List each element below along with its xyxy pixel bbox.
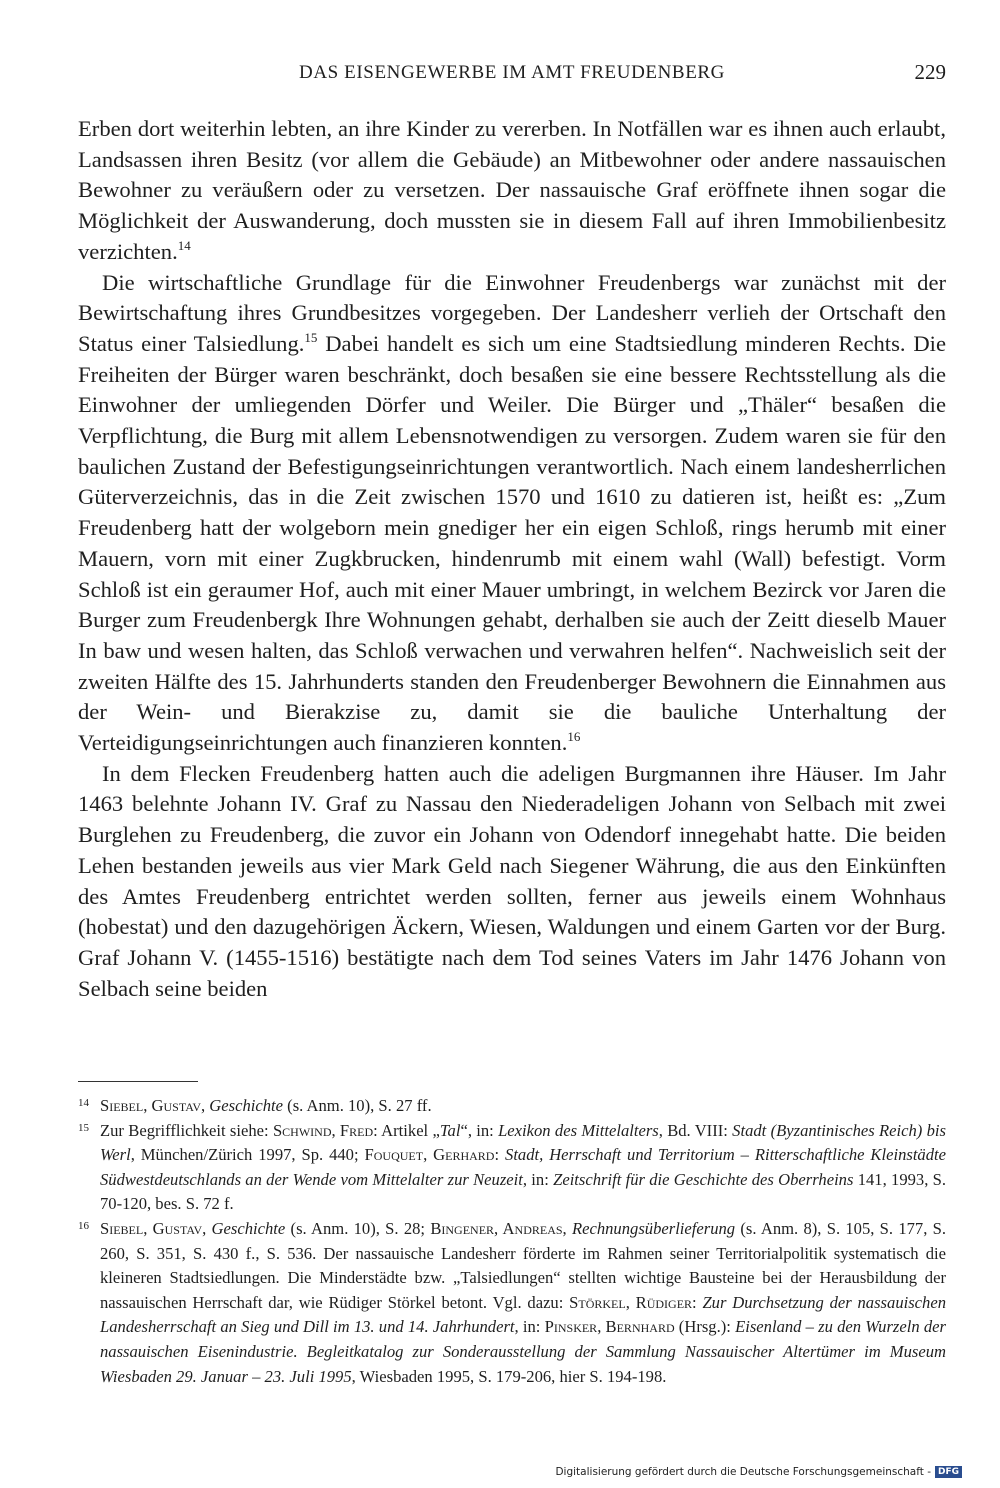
title-italic: Geschichte bbox=[211, 1218, 286, 1238]
footnote-number: 15 bbox=[78, 1121, 89, 1134]
title-italic: Eisenland – zu den Wurzeln der nassauischen Eisenindustrie. Begleitkatalog zur Sonderausstellung der Sammlung Nassauischer Altertümer im Museum Wiesbaden 29. Januar – 23. Juli 1995 bbox=[100, 1317, 946, 1386]
footnote-ref: 16 bbox=[567, 729, 581, 745]
author-name: Siebel, Gustav bbox=[100, 1218, 203, 1238]
title-italic: Zeitschrift für die Geschichte des Oberrheins bbox=[553, 1169, 854, 1189]
footnotes bbox=[78, 1094, 946, 1389]
main-text bbox=[78, 114, 946, 1004]
dfg-logo-icon: DFG bbox=[935, 1466, 962, 1478]
running-title: DAS EISENGEWERBE IM AMT FREUDENBERG bbox=[299, 62, 725, 83]
title-italic: Tal bbox=[439, 1120, 461, 1140]
footnote-ref: 15 bbox=[304, 329, 318, 345]
page-number: 229 bbox=[914, 60, 946, 84]
title-italic: Lexikon des Mittelalters bbox=[498, 1120, 659, 1140]
running-header bbox=[78, 60, 946, 88]
paragraph: Erben dort weiterhin lebten, an ihre Kinder zu vererben. In Notfällen war es ihnen auch erlaubt, Landsassen ihren Besitz (vor allem die Gebäude) an Mitbewohner oder andere nassauischen Bewohner zu veräußern oder zu versetzen. Der nassauische Graf eröffnete ihnen sogar die Möglichkeit der Auswanderung, doch mussten sie in diesem Fall auf ihren Immobilienbesitz verzichten.$^{14}$ bbox=[78, 116, 946, 264]
footnote: 15 Zur Begrifflichkeit siehe: Schwind, Fred: Artikel „Tal“, in: Lexikon des Mittelalters, Bd. VIII: Stadt (Byzantinisches Reich) bis Werl, München/Zürich 1997, Sp. 440; Fouquet, Gerhard: Stadt, Herrschaft und Territorium – Ritterschaftliche Kleinstädte Südwestdeutschlands an der Wende vom Mittelalter zur Neuzeit, in: Zeitschrift für die Geschichte des Oberrheins 141, 1993, S. 70-120, bes. S. 72 f. bbox=[78, 1119, 946, 1217]
footnote-number: 14 bbox=[78, 1097, 89, 1109]
digitization-text: Digitalisierung gefördert durch die Deutsche Forschungsgemeinschaft - bbox=[555, 1466, 931, 1478]
title-italic: Geschichte bbox=[209, 1096, 284, 1115]
author-name: Siebel, Gustav bbox=[100, 1096, 201, 1115]
footnote-number: 16 bbox=[78, 1219, 89, 1232]
author-name: Pinsker, Bernhard bbox=[544, 1317, 675, 1337]
author-name: Fouquet, Gerhard bbox=[364, 1145, 495, 1165]
footnote-separator bbox=[78, 1081, 198, 1082]
paragraph: Die wirtschaftliche Grundlage für die Einwohner Freudenbergs war zunächst mit der Bewirtschaftung ihres Grundbesitzes vorgegeben. Der Landesherr verlieh der Ortschaft den Status einer Talsiedlung.$^{15}$ Dabei handelt es sich um eine Stadtsiedlung minderen Rechts. Die Freiheiten der Bürger waren beschränkt, doch besaßen sie eine bessere Rechtsstellung als die Einwohner der umliegenden Dörfer und Weiler. Die Bürger und „Thäler“ besaßen die Verpflichtung, die Burg mit allem Lebensnotwendigen zu versorgen. Zudem waren sie für den baulichen Zustand der Befestigungseinrichtungen verantwortlich. Nach einem landesherrlichen Güterverzeichnis, das in die Zeit zwischen 1570 und 1610 zu datieren ist, heißt es: „Zum Freudenberg hatt der wolgeborn mein gnediger her ein eigen Schloß, rings herumb mit einer Mauern, vorn mit einer Zugkbrucken, hindenrumb mit einem wahl (Wall) befestigt. Vorm Schloß ist ein geraumer Hof, auch mit einer Mauer umbringt, in welchem Bezirck vor Jaren die Burger zum Freudenbergk Ihre Wohnungen gehabt, derhalben sie auch der Zeitt dieselb Mauer In baw und wesen halten, das Schloß verwachen und verwahren helfen“. Nachweislich seit der zweiten Hälfte des 15. Jahrhunderts standen den Freudenberger Bewohnern die Einnahmen aus der Wein- und Bierakzise zu, damit sie die bauliche Unterhaltung der Verteidigungseinrichtungen auch finanzieren konnten.$^{16}$ bbox=[78, 269, 946, 756]
title-italic: Stadt, Herrschaft und Territorium – Ritterschaftliche Kleinstädte Südwestdeutschlands an der Wende vom Mittelalter zur Neuzeit bbox=[100, 1145, 947, 1189]
title-italic: Rechnungsüberlieferung bbox=[571, 1218, 736, 1238]
footnote: 16 Siebel, Gustav, Geschichte (s. Anm. 10), S. 28; Bingener, Andreas, Rechnungsüberlieferung (s. Anm. 8), S. 105, S. 177, S. 260, S. 351, S. 430 f., S. 536. Der nassauische Landesherr förderte im Rahmen seiner Territorialpolitik systematisch die kleineren Stadtsiedlungen. Die Minderstädte bzw. „Talsiedlungen“ stellten wichtige Bausteine bei der Herausbildung der nassauischen Herrschaft dar, wie Rüdiger Störkel betont. Vgl. dazu: Störkel, Rüdiger: Zur Durchsetzung der nassauischen Landesherrschaft an Sieg und Dill im 13. und 14. Jahrhundert, in: Pinsker, Bernhard (Hrsg.): Eisenland – zu den Wurzeln der nassauischen Eisenindustrie. Begleitkatalog zur Sonderausstellung der Sammlung Nassauischer Altertümer im Museum Wiesbaden 29. Januar – 23. Juli 1995, Wiesbaden 1995, S. 179-206, hier S. 194-198. bbox=[78, 1217, 946, 1389]
footnote: 14 Siebel, Gustav, Geschichte (s. Anm. 10), S. 27 ff. bbox=[78, 1094, 946, 1119]
title-italic: Stadt (Byzantinisches Reich) bis Werl bbox=[100, 1120, 946, 1165]
author-name: Störkel, Rüdiger bbox=[569, 1292, 693, 1312]
digitization-note bbox=[555, 1466, 962, 1478]
author-name: Bingener, Andreas bbox=[430, 1218, 563, 1238]
paragraph: In dem Flecken Freudenberg hatten auch die adeligen Burgmannen ihre Häuser. Im Jahr 1463 belehnte Johann IV. Graf zu Nassau den Niederadeligen Johann von Selbach mit zwei Burglehen zu Freudenberg, die zuvor ein Johann von Odendorf innegehabt hatte. Die beiden Lehen bestanden jeweils aus vier Mark Geld nach Siegener Währung, die aus den Einkünften des Amtes Freudenberg entrichtet werden sollten, ferner aus jeweils einem Wohnhaus (hobestat) und den dazugehörigen Äckern, Wiesen, Waldungen und einem Garten vor der Burg. Graf Johann V. (1455-1516) bestätigte nach dem Tod seines Vaters im Jahr 1476 Johann von Selbach seine beiden bbox=[78, 760, 946, 1001]
title-italic: Zur Durchsetzung der nassauischen Landesherrschaft an Sieg und Dill im 13. und 14. Jahrhundert bbox=[100, 1292, 947, 1337]
author-name: Schwind, Fred bbox=[272, 1120, 374, 1140]
footnote-ref: 14 bbox=[177, 237, 191, 253]
